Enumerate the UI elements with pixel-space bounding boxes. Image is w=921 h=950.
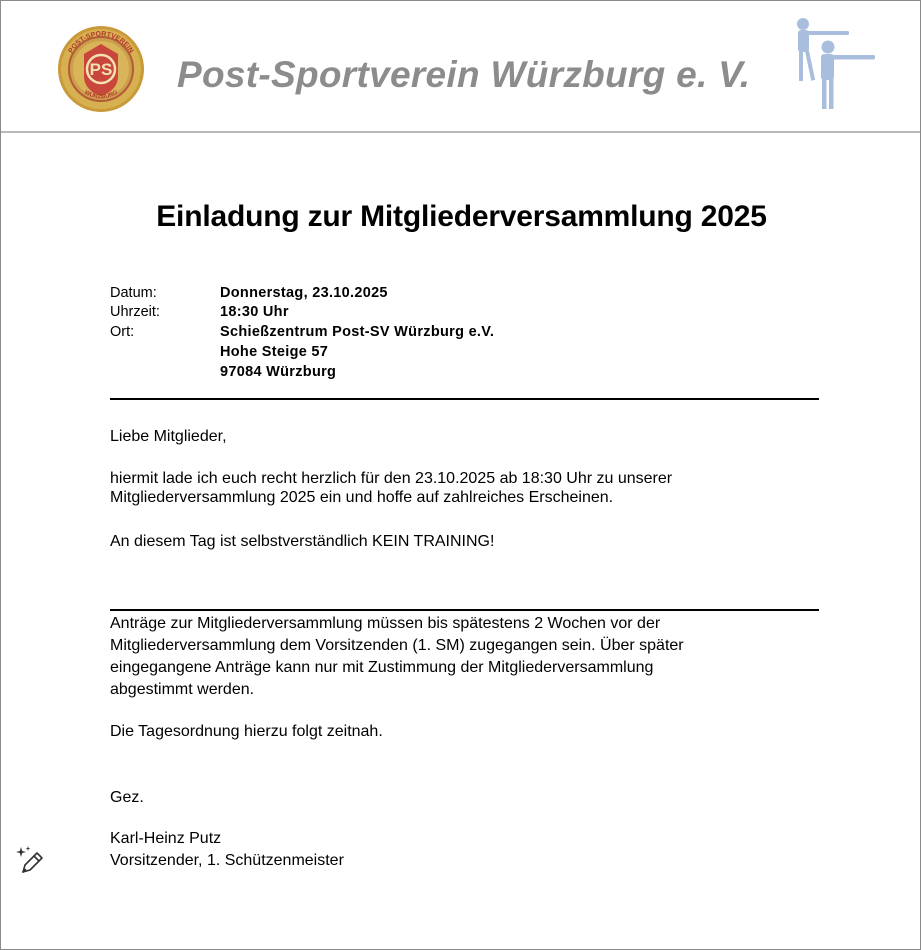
svg-text:POST-SPORTVEREIN: POST-SPORTVEREIN: [67, 30, 135, 55]
motions-line-4: abgestimmt werden.: [110, 681, 255, 698]
place-line-3: 97084 Würzburg: [220, 364, 337, 380]
club-emblem-icon: [56, 24, 146, 114]
motions-line-1: Anträge zur Mitgliederversammlung müssen bis spätestens 2 Wochen vor der: [110, 615, 661, 632]
signer-role: Vorsitzender, 1. Schützenmeister: [110, 852, 344, 869]
place-line-1: Schießzentrum Post-SV Würzburg e.V.: [220, 324, 495, 340]
motions-line-3: eingegangene Anträge kann nur mit Zustimmung der Mitgliederversammlung: [110, 659, 654, 676]
date-value: Donnerstag, 23.10.2025: [220, 285, 388, 301]
invite-line-1: hiermit lade ich euch recht herzlich für den 23.10.2025 ab 18:30 Uhr zu unserer: [110, 470, 673, 487]
greeting: Liebe Mitglieder,: [110, 428, 227, 445]
motions-line-2: Mitgliederversammlung dem Vorsitzenden (1. SM) zugegangen sein. Über später: [110, 637, 684, 654]
svg-text:WÜRZBURG: WÜRZBURG: [83, 89, 119, 101]
closing: Gez.: [110, 789, 144, 806]
place-line-2: Hohe Steige 57: [220, 344, 329, 360]
club-name: Post-Sportverein Würzburg e. V.: [177, 54, 751, 95]
agenda-note: Die Tagesordnung hierzu folgt zeitnah.: [110, 723, 383, 740]
divider-line: [110, 398, 819, 400]
letterhead: [1, 1, 920, 133]
document-title: Einladung zur Mitgliederversammlung 2025: [156, 200, 767, 233]
date-label: Datum:: [110, 285, 157, 301]
sparkle-pen-icon[interactable]: [15, 844, 47, 876]
place-label: Ort:: [110, 324, 135, 340]
time-value: 18:30 Uhr: [220, 304, 289, 320]
divider-line: [110, 609, 819, 611]
time-label: Uhrzeit:: [110, 304, 160, 320]
signer-name: Karl-Heinz Putz: [110, 830, 222, 847]
no-training-note: An diesem Tag ist selbstverständlich KEIN TRAINING!: [110, 533, 495, 550]
invite-line-2: Mitgliederversammlung 2025 ein und hoffe auf zahlreiches Erscheinen.: [110, 489, 614, 506]
svg-text:PS: PS: [89, 60, 113, 79]
shooters-icon: [785, 17, 879, 111]
